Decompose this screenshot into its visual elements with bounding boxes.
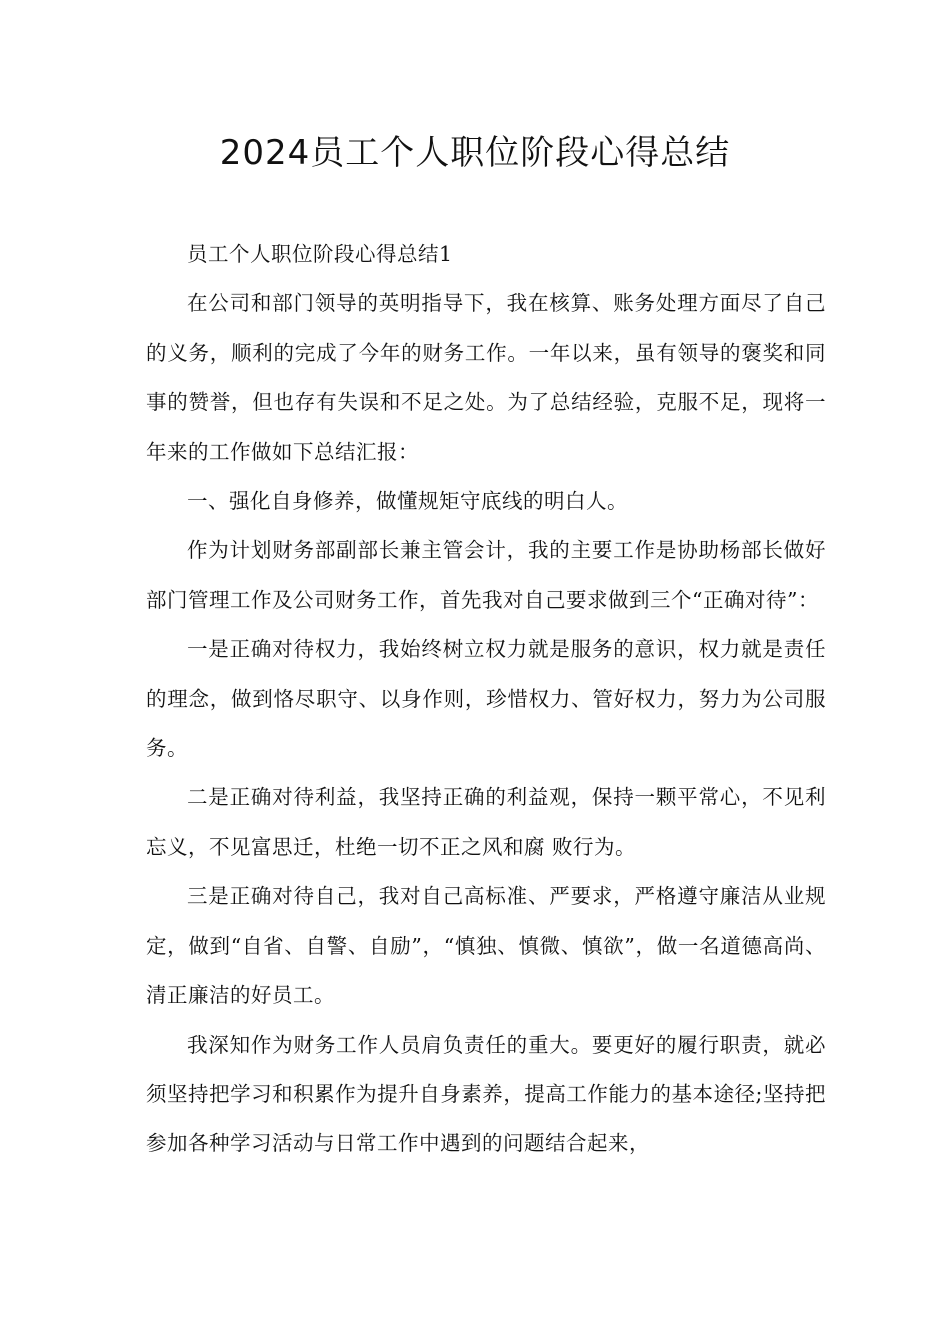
paragraph: 二是正确对待利益，我坚持正确的利益观，保持一颗平常心，不见利忘义，不见富思迁，杜绝一切不正之风和腐 败行为。: [146, 785, 826, 859]
paragraph: 作为计划财务部副部长兼主管会计，我的主要工作是协助杨部长做好部门管理工作及公司财务工作，首先我对自己要求做到三个“正确对待”：: [146, 538, 826, 612]
paragraph: 三是正确对待自己，我对自己高标准、严要求，严格遵守廉洁从业规定，做到“自省、自警、自励”，“慎独、慎微、慎欲”，做一名道德高尚、清正廉洁的好员工。: [146, 884, 826, 1008]
document-body: [146, 230, 826, 1169]
paragraph: 在公司和部门领导的英明指导下，我在核算、账务处理方面尽了自己的义务，顺利的完成了今年的财务工作。一年以来，虽有领导的褒奖和同事的赞誉，但也存有失误和不足之处。为了总结经验，克服不足，现将一年来的工作做如下总结汇报：: [146, 291, 826, 464]
paragraph-heading: 员工个人职位阶段心得总结1: [187, 242, 453, 266]
paragraph: 一是正确对待权力，我始终树立权力就是服务的意识，权力就是责任的理念，做到恪尽职守、以身作则，珍惜权力、管好权力，努力为公司服务。: [146, 637, 826, 761]
paragraph: 我深知作为财务工作人员肩负责任的重大。要更好的履行职责，就必须坚持把学习和积累作为提升自身素养，提高工作能力的基本途径;坚持把参加各种学习活动与日常工作中遇到的问题结合起来，: [146, 1032, 826, 1156]
document-title: 2024员工个人职位阶段心得总结: [219, 133, 731, 173]
section-heading: 一、强化自身修养，做懂规矩守底线的明白人。: [187, 489, 628, 514]
